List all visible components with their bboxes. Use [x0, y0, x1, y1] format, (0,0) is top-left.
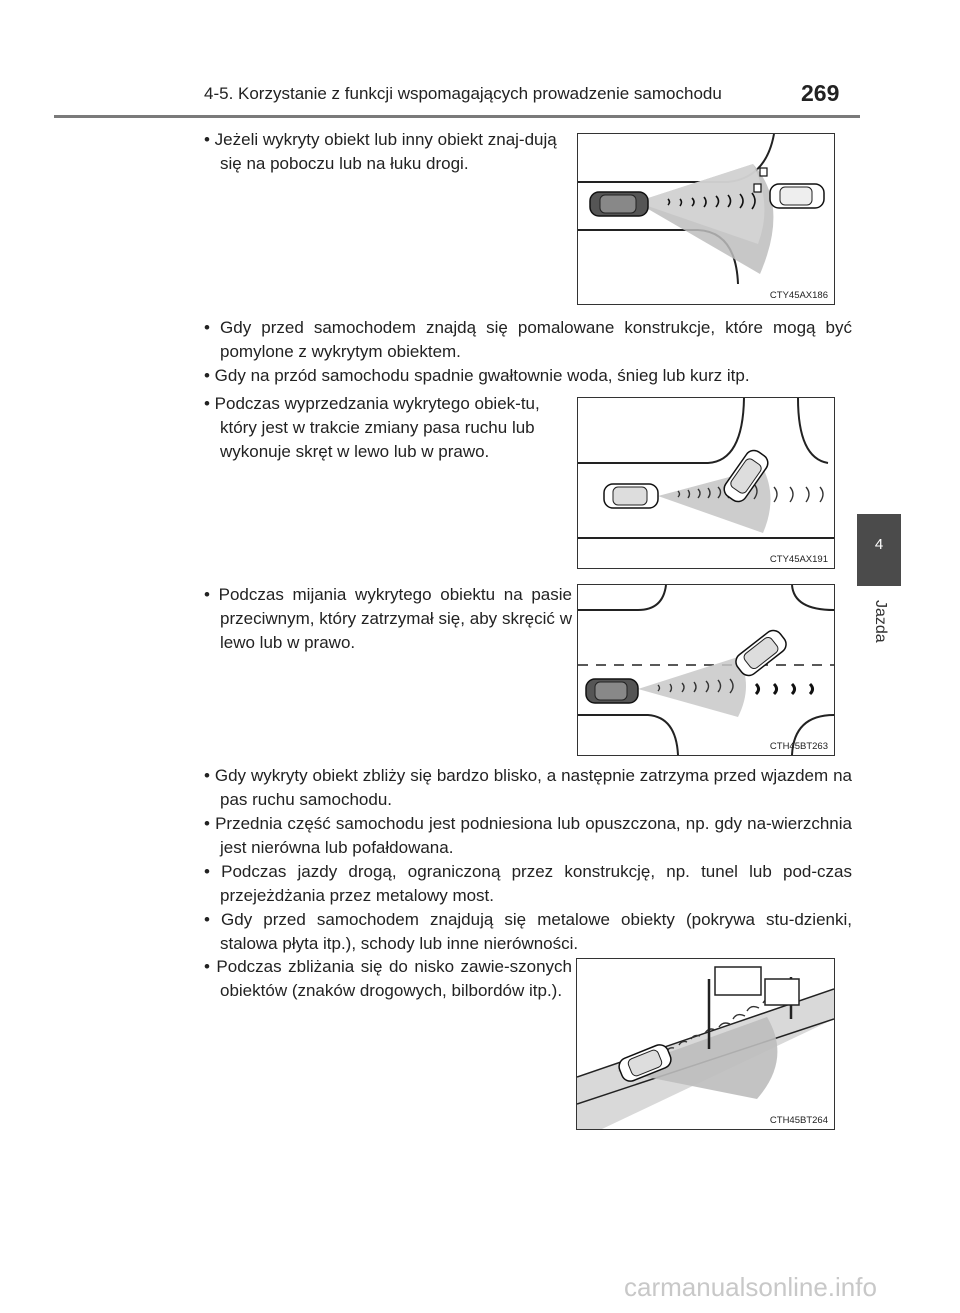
- overtaking-illustration: [578, 398, 834, 568]
- chapter-number: 4: [874, 536, 884, 553]
- oncoming-illustration: [578, 585, 834, 755]
- oncoming-car: [732, 627, 789, 679]
- watermark: carmanualsonline.info: [624, 1272, 877, 1302]
- figure-overtaking: [577, 397, 835, 569]
- page-number: 269: [801, 80, 840, 106]
- overhead-signs-illustration: [577, 959, 834, 1129]
- bullet-overhead-signs: • Podczas zbliżania się do nisko zawie-szonych obiektów (znaków drogowych, bilbordów itp.).: [204, 957, 572, 1000]
- figure-overhead-signs: [576, 958, 835, 1130]
- bullet-roadside-curve: • Jeżeli wykryty obiekt lub inny obiekt znaj-dują się na poboczu lub na łuku drogi.: [204, 130, 557, 173]
- own-car: [590, 192, 648, 216]
- figure-code: CTY45AX186: [769, 290, 828, 301]
- detected-car: [770, 184, 824, 208]
- bullet-metal-objects: • Gdy przed samochodem znajdują się metalowe obiekty (pokrywa stu-dzienki, stalowa płyta itp.), schody lub inne nierówności.: [204, 910, 852, 953]
- section-title: 4-5. Korzystanie z funkcji wspomagających prowadzenie samochodu: [204, 84, 722, 103]
- figure-curve-roadside: [577, 133, 835, 305]
- curve-road-illustration: [578, 134, 834, 304]
- chapter-tab[interactable]: [857, 514, 901, 586]
- bullet-painted-structures: • Gdy przed samochodem znajdą się pomalowane konstrukcje, które mogą być pomylone z wykrytym obiektem.: [204, 318, 852, 361]
- own-car: [586, 679, 638, 703]
- own-car: [604, 484, 658, 508]
- bullet-close-stop: • Gdy wykryty obiekt zbliży się bardzo blisko, a następnie zatrzyma przed wjazdem na pas ruchu samochodu.: [204, 766, 852, 809]
- chapter-label-container: [858, 600, 902, 660]
- chapter-label: Jazda: [872, 600, 889, 643]
- bullet-oncoming-turn: • Podczas mijania wykrytego obiektu na pasie przeciwnym, który zatrzymał się, aby skręcić w lewo lub w prawo.: [204, 585, 572, 652]
- figure-code: CTH45BT263: [769, 741, 828, 752]
- figure-code: CTH45BT264: [769, 1115, 828, 1126]
- bullet-water-snow: • Gdy na przód samochodu spadnie gwałtownie woda, śnieg lub kurz itp.: [204, 366, 750, 385]
- bullet-overtaking: • Podczas wyprzedzania wykrytego obiek-tu, który jest w trakcie zmiany pasa ruchu lub wykonuje skręt w lewo lub w prawo.: [204, 394, 540, 461]
- bullet-tunnel-bridge: • Podczas jazdy drogą, ograniczoną przez konstrukcję, np. tunel lub pod-czas przejeżdżania przez metalowy most.: [204, 862, 852, 905]
- bullet-raised-front: • Przednia część samochodu jest podniesiona lub opuszczona, np. gdy na-wierzchnia jest nierówna lub pofałdowana.: [204, 814, 852, 857]
- figure-code: CTY45AX191: [769, 554, 828, 565]
- figure-oncoming: [577, 584, 835, 756]
- header-divider: [54, 115, 860, 118]
